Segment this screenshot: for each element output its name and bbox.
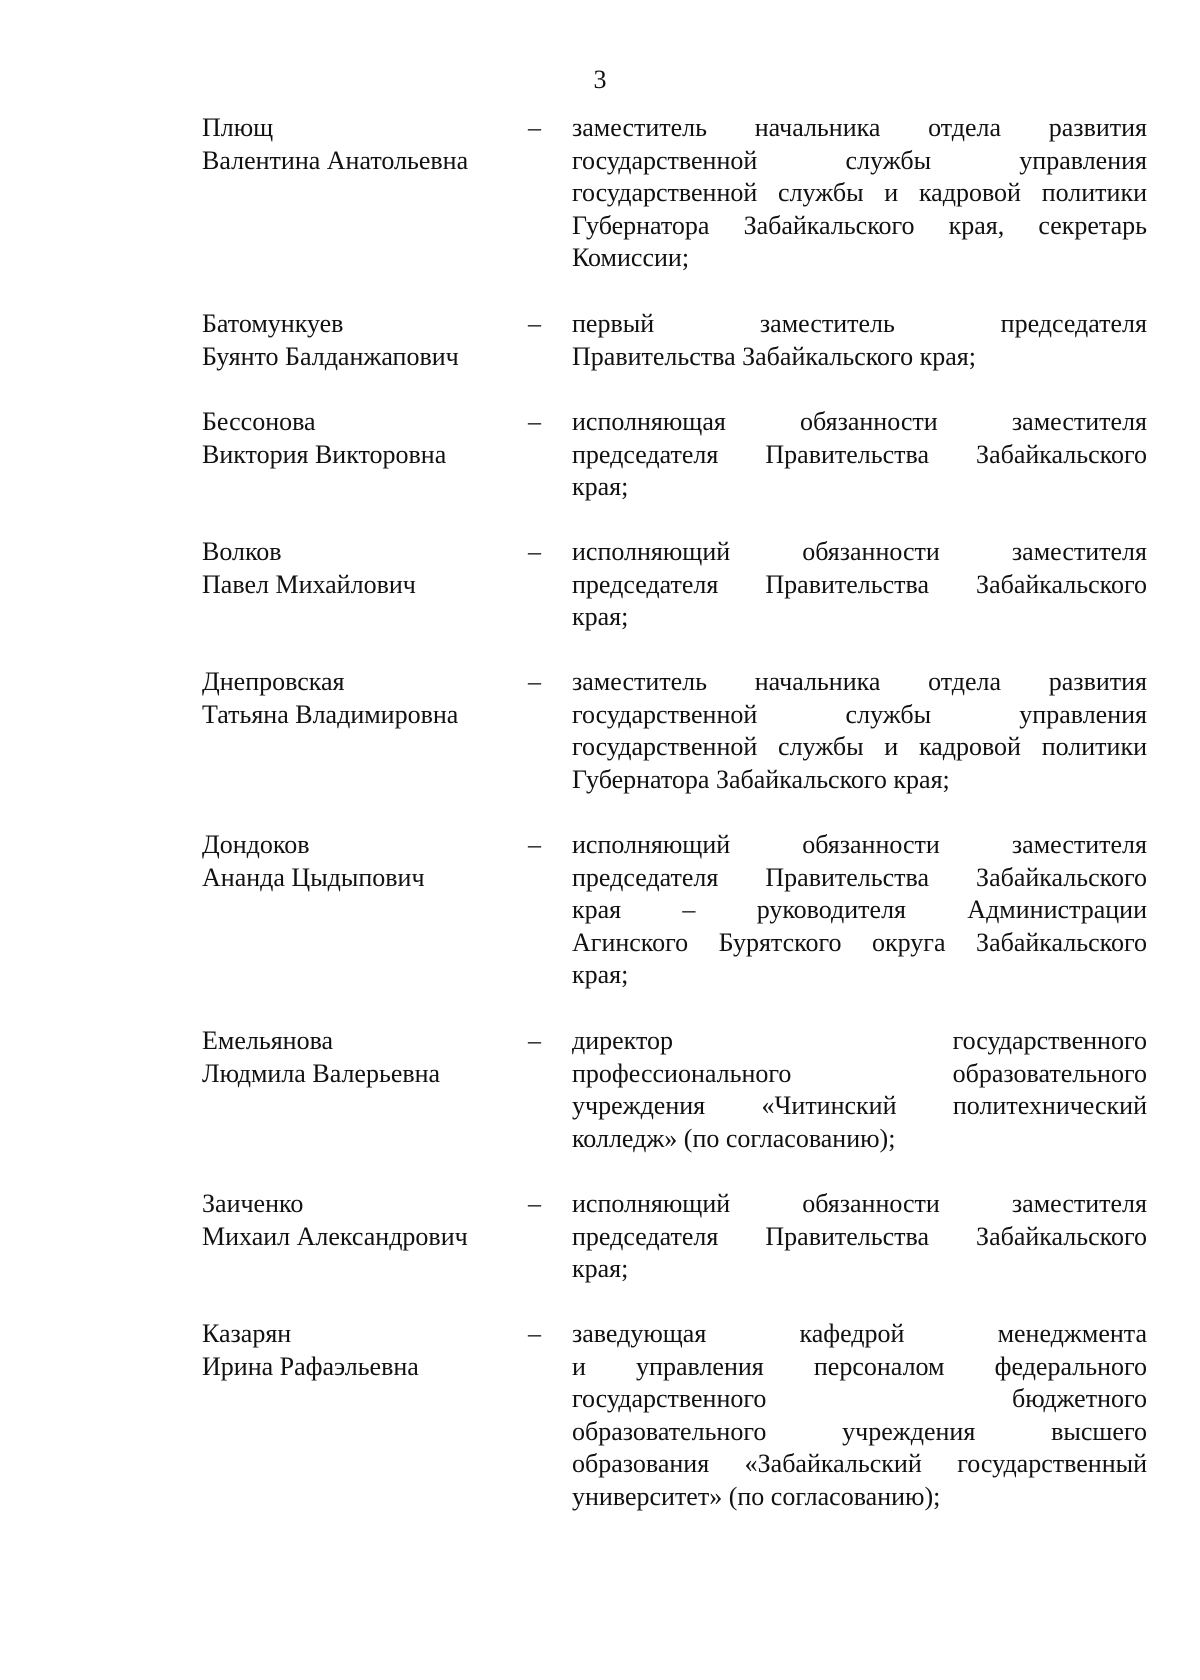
member-given-names: Людмила Валерьевна <box>202 1058 441 1088</box>
member-position <box>572 112 1147 275</box>
position-line: председателя Правительства Забайкальского <box>572 439 1147 469</box>
member-given-names: Виктория Викторовна <box>202 439 447 469</box>
member-position <box>572 406 1147 504</box>
member-surname: Плющ <box>202 113 274 142</box>
member-name <box>202 1318 522 1383</box>
position-line: директор государственного <box>572 1026 1147 1055</box>
member-surname: Бессонова <box>202 407 316 436</box>
member-position <box>572 1188 1147 1286</box>
member-name <box>202 1025 522 1090</box>
member-given-names: Ананда Цыдыпович <box>202 862 425 892</box>
position-line: края; <box>572 960 629 989</box>
member-given-names: Михаил Александрович <box>202 1221 468 1251</box>
separator-dash: – <box>528 1319 541 1348</box>
position-line: государственной службы и кадровой политики <box>572 178 1147 207</box>
position-line: края; <box>572 1254 629 1283</box>
position-line: края – руководителя Администрации <box>572 895 1147 924</box>
member-surname: Заиченко <box>202 1189 304 1218</box>
member-name <box>202 536 522 601</box>
position-line: заведующая кафедрой менеджмента <box>572 1319 1147 1348</box>
position-line: учреждения «Читинский политехнический <box>572 1091 1147 1120</box>
member-position <box>572 536 1147 634</box>
member-name <box>202 406 522 471</box>
separator-dash: – <box>528 830 541 859</box>
member-name <box>202 1188 522 1253</box>
member-position <box>572 666 1147 796</box>
separator-dash: – <box>528 113 541 142</box>
position-line: Губернатора Забайкальского края, секретарь <box>572 210 1147 240</box>
member-given-names: Валентина Анатольевна <box>202 145 469 175</box>
position-line: Губернатора Забайкальского края; <box>572 764 950 794</box>
member-position <box>572 829 1147 992</box>
position-line: исполняющий обязанности заместителя <box>572 1189 1147 1218</box>
separator-dash: – <box>528 537 541 566</box>
separator-dash: – <box>528 407 541 436</box>
member-surname: Волков <box>202 537 282 566</box>
member-given-names: Татьяна Владимировна <box>202 699 459 729</box>
position-line: государственного бюджетного <box>572 1384 1147 1413</box>
separator-dash: – <box>528 1189 541 1218</box>
position-line: университет» (по согласованию); <box>572 1481 941 1511</box>
member-position <box>572 1318 1147 1513</box>
position-line: Агинского Бурятского округа Забайкальского <box>572 927 1147 957</box>
member-surname: Днепровская <box>202 667 345 696</box>
position-line: государственной службы управления <box>572 145 1147 175</box>
member-name <box>202 308 522 373</box>
position-line: образовательного учреждения высшего <box>572 1416 1147 1446</box>
position-line: председателя Правительства Забайкальского <box>572 1221 1147 1251</box>
position-line: первый заместитель председателя <box>572 309 1147 338</box>
member-surname: Батомункуев <box>202 309 344 338</box>
page-number: 3 <box>593 65 607 94</box>
position-line: Правительства Забайкальского края; <box>572 341 976 371</box>
member-name <box>202 829 522 894</box>
member-given-names: Ирина Рафаэльевна <box>202 1351 419 1381</box>
position-line: государственной службы управления <box>572 699 1147 729</box>
position-line: Комиссии; <box>572 243 690 272</box>
member-position <box>572 1025 1147 1155</box>
position-line: государственной службы и кадровой политики <box>572 732 1147 761</box>
member-surname: Дондоков <box>202 830 310 859</box>
member-surname: Казарян <box>202 1319 292 1348</box>
member-position <box>572 308 1147 373</box>
position-line: председателя Правительства Забайкальского <box>572 569 1147 599</box>
separator-dash: – <box>528 309 541 338</box>
position-line: заместитель начальника отдела развития <box>572 113 1147 142</box>
member-surname: Емельянова <box>202 1026 334 1055</box>
position-line: исполняющий обязанности заместителя <box>572 537 1147 566</box>
member-given-names: Павел Михайлович <box>202 569 416 599</box>
member-given-names: Буянто Балданжапович <box>202 341 459 371</box>
member-name <box>202 666 522 731</box>
member-name <box>202 112 522 177</box>
position-line: края; <box>572 472 629 501</box>
position-line: исполняющая обязанности заместителя <box>572 407 1147 436</box>
position-line: заместитель начальника отдела развития <box>572 667 1147 696</box>
separator-dash: – <box>528 1026 541 1055</box>
position-line: края; <box>572 602 629 631</box>
position-line: исполняющий обязанности заместителя <box>572 830 1147 859</box>
position-line: профессионального образовательного <box>572 1058 1147 1088</box>
position-line: и управления персоналом федерального <box>572 1351 1147 1381</box>
separator-dash: – <box>528 667 541 696</box>
position-line: образования «Забайкальский государственный <box>572 1449 1147 1478</box>
position-line: колледж» (по согласованию); <box>572 1123 896 1153</box>
position-line: председателя Правительства Забайкальского <box>572 862 1147 892</box>
